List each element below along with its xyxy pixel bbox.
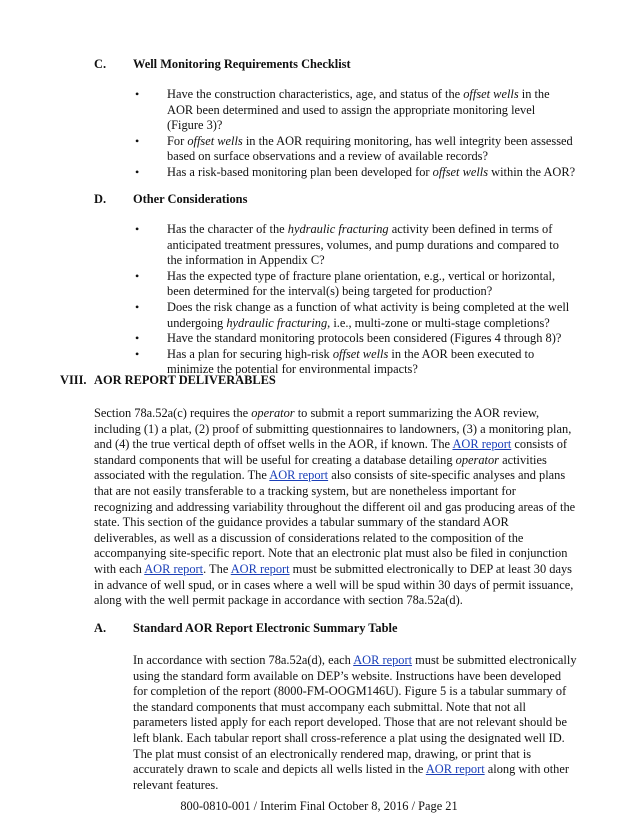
section-viii-title: AOR REPORT DELIVERABLES xyxy=(94,373,276,387)
text-run: been determined for the interval(s) being targeted for production? xyxy=(167,284,493,299)
text-run: parameters listed apply for each report developed. Those that are not relevant should be xyxy=(133,715,567,730)
italic-term: hydraulic fracturing xyxy=(226,315,328,330)
paragraph-line xyxy=(94,578,606,594)
paragraph-line xyxy=(94,422,606,438)
aor-report-link[interactable]: AOR report xyxy=(144,561,204,576)
section-a-title: Standard AOR Report Electronic Summary Table xyxy=(133,621,398,635)
section-viii-heading xyxy=(60,373,600,389)
text-run: activity been defined in terms of xyxy=(388,222,553,236)
text-run: that are not easily transferable to a tracking system, but are nonetheless important for xyxy=(94,483,516,498)
text-run: recognizing and addressing variability throughout the different oil and gas producing areas of the xyxy=(94,499,576,514)
paragraph-line xyxy=(94,406,606,422)
text-run: AOR been determined and used to assign the appropriate monitoring level xyxy=(167,102,536,117)
bullet-icon: • xyxy=(135,133,140,148)
checklist-line xyxy=(167,269,603,285)
text-run: For xyxy=(167,133,188,148)
italic-term: offset wells xyxy=(463,87,519,101)
text-run: , i.e., multi-zone or multi-stage completions? xyxy=(327,315,550,330)
checklist-line xyxy=(167,331,603,347)
checklist-line xyxy=(167,103,603,119)
section-d-title: Other Considerations xyxy=(133,192,248,206)
text-run: left blank. Each tabular report shall cross-reference a plat using the designated well ID. xyxy=(133,730,565,745)
text-run: along with other xyxy=(484,762,569,777)
checklist-line xyxy=(167,165,603,181)
paragraph-line xyxy=(94,546,606,562)
checklist-item xyxy=(133,87,603,134)
section-c-checklist xyxy=(133,87,603,181)
checklist-line xyxy=(167,149,603,165)
bullet-icon: • xyxy=(135,87,140,101)
checklist-line xyxy=(167,253,603,269)
aor-report-link[interactable]: AOR report xyxy=(452,437,512,452)
text-run: Have the standard monitoring protocols been considered (Figures 4 through 8)? xyxy=(167,331,562,346)
checklist-line xyxy=(167,347,603,363)
text-run: Section 78a.52a(c) requires the xyxy=(94,406,252,420)
text-run: undergoing xyxy=(167,315,227,330)
italic-term: operator xyxy=(251,406,295,420)
checklist-line xyxy=(167,134,603,150)
section-d-checklist xyxy=(133,222,603,378)
bullet-icon: • xyxy=(135,222,140,236)
paragraph-line xyxy=(94,515,606,531)
section-a-paragraph xyxy=(133,653,603,793)
checklist-line xyxy=(167,284,603,300)
text-run: Does the risk change as a function of what activity is being completed at the well xyxy=(167,299,570,314)
checklist-line xyxy=(167,300,603,316)
bullet-icon: • xyxy=(135,346,140,361)
text-run: . The xyxy=(203,561,231,576)
section-c-title: Well Monitoring Requirements Checklist xyxy=(133,57,351,71)
checklist-item xyxy=(133,331,603,347)
paragraph-line xyxy=(133,747,603,763)
section-viii-label: VIII. xyxy=(60,373,87,387)
text-run: accompanying site-specific report. Note that an electronic plat must also be filed in conjunction xyxy=(94,546,568,561)
italic-term: operator xyxy=(455,452,499,467)
text-run: and (4) the true vertical depth of offset wells in the AOR, if known. The xyxy=(94,437,453,452)
text-run: in the xyxy=(518,87,550,101)
text-run: in advance of well spud, or in cases where a well will be spud within 30 days of permit issuance, xyxy=(94,577,574,592)
text-run: based on surface observations and a review of available records? xyxy=(167,149,488,164)
section-c-label: C. xyxy=(94,57,107,71)
italic-term: hydraulic fracturing xyxy=(287,222,389,236)
text-run: for completion of the report (8000-FM-OOGM146U). Figure 5 is a tabular summary of xyxy=(133,684,567,699)
aor-report-link[interactable]: AOR report xyxy=(230,561,290,576)
paragraph-line xyxy=(94,500,606,516)
text-run: Has the character of the xyxy=(167,222,288,236)
paragraph-line xyxy=(94,562,606,578)
checklist-item xyxy=(133,165,603,181)
paragraph-line xyxy=(133,669,603,685)
checklist-item xyxy=(133,269,603,300)
text-run: the information in Appendix C? xyxy=(167,253,325,268)
text-run: accurately drawn to scale and depicts all wells listed in the xyxy=(133,762,426,777)
aor-report-link[interactable]: AOR report xyxy=(425,762,485,777)
text-run: the standard components that must accompany each submittal. Note that not all xyxy=(133,699,526,714)
text-run: anticipated treatment pressures, volumes, and pump durations and compared to xyxy=(167,237,559,252)
paragraph-line xyxy=(133,684,603,700)
paragraph-line xyxy=(133,731,603,747)
paragraph-line xyxy=(133,653,603,669)
bullet-icon: • xyxy=(135,331,140,346)
text-run: associated with the regulation. The xyxy=(94,468,270,483)
checklist-line xyxy=(167,316,603,332)
text-run: must be submitted electronically xyxy=(412,653,577,667)
bullet-icon: • xyxy=(135,268,140,283)
section-c-heading xyxy=(94,57,594,73)
text-run: within the AOR? xyxy=(488,164,576,179)
checklist-line xyxy=(167,118,603,134)
text-run: Have the construction characteristics, age, and status of the xyxy=(167,87,464,101)
italic-term: offset wells xyxy=(187,133,243,148)
paragraph-line xyxy=(94,484,606,500)
paragraph-line xyxy=(94,437,606,453)
text-run: including (1) a plat, (2) proof of submitting questionnaires to landowners, (3) a monitoring plan, xyxy=(94,421,572,436)
text-run: Has a risk-based monitoring plan been developed for xyxy=(167,164,433,179)
paragraph-line xyxy=(133,778,603,794)
checklist-item xyxy=(133,300,603,331)
text-run: The plat must consist of an electronically rendered map, drawing, or print that is xyxy=(133,746,532,761)
paragraph-line xyxy=(94,453,606,469)
paragraph-line xyxy=(94,468,606,484)
checklist-item xyxy=(133,134,603,165)
text-run: In accordance with section 78a.52a(d), each xyxy=(133,653,354,667)
text-run: relevant features. xyxy=(133,777,219,792)
aor-report-link[interactable]: AOR report xyxy=(269,468,329,483)
text-run: also consists of site-specific analyses and plans xyxy=(328,468,566,483)
paragraph-line xyxy=(133,762,603,778)
text-run: Has the expected type of fracture plane orientation, e.g., vertical or horizontal, xyxy=(167,268,556,283)
section-viii-paragraph xyxy=(94,406,606,609)
section-a-heading xyxy=(94,621,594,637)
paragraph-line xyxy=(94,531,606,547)
italic-term: offset wells xyxy=(432,164,489,179)
text-run: using the standard form available on DEP’s website. Instructions have been developed xyxy=(133,668,562,683)
text-run: in the AOR been executed to xyxy=(388,346,535,361)
paragraph-line xyxy=(133,715,603,731)
checklist-item xyxy=(133,222,603,269)
text-run: state. This section of the guidance provides a tabular summary of the standard AOR xyxy=(94,515,509,530)
paragraph-line xyxy=(94,593,606,609)
paragraph-line xyxy=(133,700,603,716)
text-run: must be submitted electronically to DEP at least 30 days xyxy=(289,561,572,576)
bullet-icon: • xyxy=(135,164,140,179)
text-run: in the AOR requiring monitoring, has well integrity been assessed xyxy=(242,133,573,148)
text-run: (Figure 3)? xyxy=(167,118,223,133)
checklist-line xyxy=(167,87,603,103)
text-run: consists of xyxy=(511,437,568,452)
text-run: with each xyxy=(94,561,145,576)
text-run: Has a plan for securing high-risk xyxy=(167,346,333,361)
checklist-line xyxy=(167,238,603,254)
text-run: standard components that will be useful for creating a database detailing xyxy=(94,452,456,467)
text-run: to submit a report summarizing the AOR review, xyxy=(294,406,540,420)
text-run: minimize the potential for environmental impacts? xyxy=(167,362,418,377)
text-run: along with the well permit package in accordance with section 78a.52a(d). xyxy=(94,593,463,608)
section-d-heading xyxy=(94,192,594,208)
text-run: deliverables, as well as a discussion of considerations related to the composition of the xyxy=(94,530,524,545)
bullet-icon: • xyxy=(135,299,140,314)
checklist-line xyxy=(167,222,603,238)
page-footer: 800-0810-001 / Interim Final October 8, 2016 / Page 21 xyxy=(180,799,458,813)
aor-report-link[interactable]: AOR report xyxy=(353,653,413,667)
section-d-label: D. xyxy=(94,192,107,206)
italic-term: offset wells xyxy=(332,346,389,361)
section-a-label: A. xyxy=(94,621,107,635)
text-run: activities xyxy=(499,452,547,467)
